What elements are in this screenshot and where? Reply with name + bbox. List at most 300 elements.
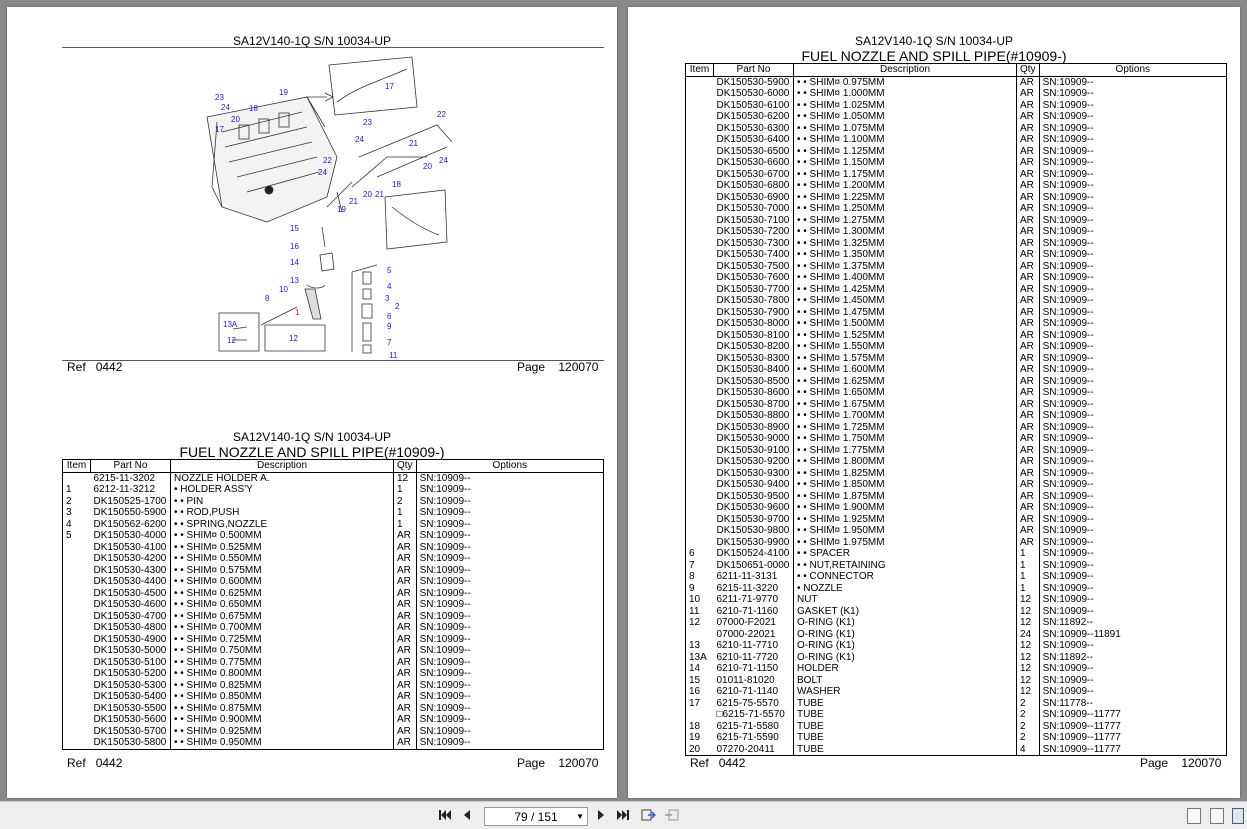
table-row <box>686 445 1227 457</box>
table-row <box>686 491 1227 503</box>
item-cell: 6 <box>686 548 714 560</box>
qty-cell: AR <box>1017 364 1040 376</box>
callout-label: 20 <box>423 162 432 171</box>
description-cell: • • SHIM¤ 1.750MM <box>794 433 1017 445</box>
description-cell: • • SHIM¤ 1.650MM <box>794 387 1017 399</box>
options-cell: SN:10909-- <box>1039 537 1226 549</box>
options-cell: SN:10909-- <box>416 472 603 484</box>
options-cell: SN:11892-- <box>1039 617 1226 629</box>
options-cell: SN:10909-- <box>416 576 603 588</box>
item-cell <box>63 726 91 738</box>
options-cell: SN:10909-- <box>1039 341 1226 353</box>
callout-label: 8 <box>265 294 270 303</box>
options-cell: SN:11892-- <box>1039 652 1226 664</box>
description-cell: • NOZZLE <box>794 583 1017 595</box>
qty-cell: AR <box>394 542 417 554</box>
table-row <box>686 721 1227 733</box>
item-cell <box>686 468 714 480</box>
item-cell <box>63 553 91 565</box>
part-no-cell: DK150530-4600 <box>93 599 167 610</box>
callout-label: 24 <box>318 168 327 177</box>
callout-label: 24 <box>355 135 364 144</box>
item-cell: 13A <box>686 652 714 664</box>
options-cell: SN:10909-- <box>416 553 603 565</box>
item-cell <box>63 576 91 588</box>
callout-label: 20 <box>231 115 240 124</box>
callout-label: 16 <box>290 242 299 251</box>
table-row <box>686 330 1227 342</box>
description-cell: • • SHIM¤ 1.975MM <box>794 537 1017 549</box>
qty-cell: AR <box>1017 76 1040 88</box>
callout-label: 21 <box>349 197 358 206</box>
description-cell: • • SHIM¤ 1.050MM <box>794 111 1017 123</box>
qty-cell: AR <box>394 588 417 600</box>
table-row <box>63 622 604 634</box>
left-page <box>7 7 617 798</box>
part-no-cell: DK150530-5300 <box>93 679 167 691</box>
callout-label: 20 <box>363 190 372 199</box>
qty-cell: 2 <box>1017 698 1040 710</box>
description-cell: • • NUT,RETAINING <box>794 560 1017 572</box>
qty-cell: AR <box>394 634 417 646</box>
description-cell: • • SHIM¤ 1.525MM <box>794 330 1017 342</box>
options-cell: SN:10909-- <box>416 484 603 496</box>
description-cell: • • SHIM¤ 1.300MM <box>794 226 1017 238</box>
part-no-cell: DK150525-1700 <box>93 495 167 507</box>
table-row <box>686 88 1227 100</box>
description-cell: • • SHIM¤ 0.550MM <box>171 553 394 565</box>
table-row <box>686 387 1227 399</box>
table-row <box>686 353 1227 365</box>
options-cell: SN:10909-- <box>1039 410 1226 422</box>
ref-footer <box>67 360 122 374</box>
part-no-cell: DK150530-9300 <box>716 467 790 479</box>
qty-cell: AR <box>1017 238 1040 250</box>
table-row <box>686 514 1227 526</box>
item-cell: 12 <box>686 617 714 629</box>
qty-cell: AR <box>394 668 417 680</box>
item-cell: 14 <box>686 663 714 675</box>
callout-label: 13A <box>223 320 238 329</box>
table-row <box>63 576 604 588</box>
description-cell: O-RING (K1) <box>794 629 1017 641</box>
callout-label: 18 <box>249 104 258 113</box>
description-cell: • • SHIM¤ 1.575MM <box>794 353 1017 365</box>
options-cell: SN:10909-- <box>1039 261 1226 273</box>
part-no-cell: DK150530-8700 <box>716 398 790 410</box>
table-row <box>686 169 1227 181</box>
item-cell <box>686 353 714 365</box>
item-cell <box>686 146 714 158</box>
item-cell <box>686 203 714 215</box>
description-cell: • • SHIM¤ 0.775MM <box>171 657 394 669</box>
options-cell: SN:10909-- <box>416 657 603 669</box>
page-number-input[interactable] <box>484 807 588 826</box>
table-row <box>686 502 1227 514</box>
description-cell: • • SHIM¤ 1.275MM <box>794 215 1017 227</box>
description-cell: • • PIN <box>171 496 394 508</box>
table-row <box>686 238 1227 250</box>
options-cell: SN:10909-- <box>1039 330 1226 342</box>
first-page-icon[interactable] <box>436 806 454 824</box>
options-cell: SN:10909-- <box>1039 560 1226 572</box>
description-cell: • • SHIM¤ 0.875MM <box>171 703 394 715</box>
description-cell: • • SHIM¤ 0.575MM <box>171 565 394 577</box>
part-no-cell: 07270-20411 <box>714 744 794 756</box>
item-cell <box>686 272 714 284</box>
part-no-cell: DK150530-8600 <box>716 387 790 398</box>
item-cell: 4 <box>63 519 91 531</box>
qty-cell: AR <box>394 565 417 577</box>
table-row <box>63 703 604 715</box>
qty-cell: AR <box>1017 111 1040 123</box>
part-no-cell: DK150530-4800 <box>93 622 167 633</box>
table-row <box>63 634 604 646</box>
options-cell: SN:10909-- <box>1039 606 1226 618</box>
description-cell: • • SHIM¤ 1.375MM <box>794 261 1017 273</box>
table-row <box>686 617 1227 629</box>
next-page-icon[interactable] <box>594 806 608 824</box>
part-no-cell: DK150530-9700 <box>716 513 790 525</box>
item-cell: 18 <box>686 721 714 733</box>
part-no-cell: 07000-F2021 <box>716 617 776 628</box>
part-no-cell: DK150530-9000 <box>716 433 790 444</box>
description-cell: • • SHIM¤ 1.400MM <box>794 272 1017 284</box>
description-cell: • • SHIM¤ 0.825MM <box>171 680 394 692</box>
callout-label: 15 <box>290 224 299 233</box>
options-cell: SN:10909-- <box>1039 399 1226 411</box>
item-cell <box>686 502 714 514</box>
table-row <box>686 548 1227 560</box>
item-cell <box>686 330 714 342</box>
part-no-cell: DK150530-8800 <box>716 410 790 421</box>
part-no-cell: 6210-71-1140 <box>716 686 779 697</box>
part-no-cell: DK150530-6700 <box>716 168 790 180</box>
callout-label: 17 <box>385 82 394 91</box>
part-no-cell: DK150530-4200 <box>93 553 167 564</box>
table-row <box>686 698 1227 710</box>
qty-cell: 1 <box>1017 548 1040 560</box>
description-cell: • • ROD,PUSH <box>171 507 394 519</box>
part-no-cell: DK150530-4500 <box>93 587 167 599</box>
part-no-cell: DK150530-8200 <box>716 341 790 352</box>
part-no-cell: DK150530-7500 <box>716 260 790 272</box>
qty-cell: AR <box>1017 537 1040 549</box>
parts-table <box>685 63 1227 756</box>
col-partno-header: Part No <box>714 64 794 77</box>
description-cell: • • SHIM¤ 0.950MM <box>171 737 394 749</box>
table-row <box>686 100 1227 112</box>
table-row <box>63 519 604 531</box>
page-footer <box>1140 756 1221 770</box>
description-cell: TUBE <box>794 721 1017 733</box>
item-cell <box>686 192 714 204</box>
qty-cell: AR <box>394 553 417 565</box>
options-cell: SN:10909-- <box>1039 686 1226 698</box>
item-cell <box>686 295 714 307</box>
table-row <box>63 565 604 577</box>
item-cell <box>63 472 91 484</box>
description-cell: • • SHIM¤ 1.075MM <box>794 123 1017 135</box>
part-no-cell: DK150530-4000 <box>93 530 167 541</box>
description-cell: • • SHIM¤ 1.850MM <box>794 479 1017 491</box>
qty-cell: AR <box>394 703 417 715</box>
part-no-cell: DK150550-5900 <box>93 507 167 518</box>
options-cell: SN:10909-- <box>1039 387 1226 399</box>
qty-cell: AR <box>1017 215 1040 227</box>
table-row <box>686 652 1227 664</box>
description-cell: • • SHIM¤ 1.150MM <box>794 157 1017 169</box>
table-row <box>686 629 1227 641</box>
qty-cell: AR <box>1017 226 1040 238</box>
item-cell: 9 <box>686 583 714 595</box>
part-no-cell: DK150530-5000 <box>93 645 167 656</box>
item-cell: 20 <box>686 744 714 756</box>
description-cell: • • SHIM¤ 1.775MM <box>794 445 1017 457</box>
item-cell: 8 <box>686 571 714 583</box>
item-cell <box>686 445 714 457</box>
qty-cell: AR <box>1017 399 1040 411</box>
go-back-icon[interactable] <box>640 806 656 824</box>
table-row <box>63 737 604 749</box>
options-cell: SN:10909-- <box>1039 307 1226 319</box>
part-no-cell: DK150530-6300 <box>716 122 790 134</box>
part-no-cell: DK150530-8100 <box>716 329 790 341</box>
qty-cell: AR <box>1017 502 1040 514</box>
qty-cell: AR <box>1017 169 1040 181</box>
description-cell: • • SHIM¤ 1.475MM <box>794 307 1017 319</box>
callout-label: 19 <box>279 88 288 97</box>
item-cell: 15 <box>686 675 714 687</box>
options-cell: SN:10909-- <box>416 588 603 600</box>
qty-cell: AR <box>1017 180 1040 192</box>
callout-label: 22 <box>437 110 446 119</box>
item-cell <box>686 491 714 503</box>
table-row <box>686 111 1227 123</box>
part-no-cell: DK150530-6800 <box>716 180 790 191</box>
options-cell: SN:10909-- <box>1039 445 1226 457</box>
item-cell <box>686 318 714 330</box>
table-row <box>686 663 1227 675</box>
ref-value: 0442 <box>718 756 746 770</box>
options-cell: SN:10909--11777 <box>1039 732 1226 744</box>
table-row <box>63 542 604 554</box>
callout-label: 7 <box>387 338 392 347</box>
page-value: 120070 <box>558 756 599 770</box>
qty-cell: AR <box>1017 410 1040 422</box>
page-label: Page <box>517 756 546 770</box>
qty-cell: AR <box>1017 100 1040 112</box>
ref-value: 0442 <box>95 756 123 770</box>
item-cell <box>686 180 714 192</box>
table-row <box>63 496 604 508</box>
item-cell: 11 <box>686 606 714 618</box>
ref-value: 0442 <box>95 360 123 374</box>
callout-label: 19 <box>337 205 346 214</box>
page-label: Page <box>1140 756 1169 770</box>
options-cell: SN:10909-- <box>1039 88 1226 100</box>
options-cell: SN:10909-- <box>1039 318 1226 330</box>
item-cell <box>63 645 91 657</box>
table-row <box>686 537 1227 549</box>
page-value: 120070 <box>558 360 599 374</box>
ref-label: Ref <box>67 360 86 374</box>
col-options-header: Options <box>1039 64 1226 77</box>
prev-page-icon[interactable] <box>460 806 474 824</box>
part-no-cell: □6215-71-5570 <box>716 709 785 720</box>
part-no-cell: DK150530-6200 <box>716 111 790 122</box>
col-partno-header: Part No <box>91 460 171 473</box>
part-no-cell: 6210-11-7720 <box>716 651 779 663</box>
item-cell <box>686 387 714 399</box>
options-cell: SN:10909-- <box>1039 272 1226 284</box>
single-page-view-icon[interactable] <box>1187 808 1201 824</box>
qty-cell: AR <box>1017 341 1040 353</box>
qty-cell: 12 <box>1017 663 1040 675</box>
callout-label: 24 <box>439 156 448 165</box>
description-cell: • • SHIM¤ 0.900MM <box>171 714 394 726</box>
callout-label: 11 <box>389 351 398 360</box>
table-row <box>686 399 1227 411</box>
page-value: 120070 <box>1181 756 1222 770</box>
options-cell: SN:10909-- <box>416 507 603 519</box>
part-no-cell: DK150530-7700 <box>716 283 790 295</box>
part-no-cell: DK150530-8400 <box>716 364 790 375</box>
description-cell: • • SHIM¤ 1.700MM <box>794 410 1017 422</box>
bottom-sheet-title: SA12V140-1Q S/N 10034-UP <box>232 430 392 444</box>
table-row <box>686 433 1227 445</box>
qty-cell: AR <box>1017 376 1040 388</box>
item-cell: 2 <box>63 496 91 508</box>
options-cell: SN:10909--11777 <box>1039 709 1226 721</box>
description-cell: • • SHIM¤ 0.850MM <box>171 691 394 703</box>
options-cell: SN:10909-- <box>1039 514 1226 526</box>
description-cell: • • SPRING,NOZZLE <box>171 519 394 531</box>
table-row <box>63 691 604 703</box>
item-cell <box>686 479 714 491</box>
description-cell: • • SHIM¤ 1.000MM <box>794 88 1017 100</box>
part-no-cell: 6215-71-5590 <box>716 732 779 743</box>
last-page-icon[interactable] <box>614 806 632 824</box>
description-cell: • • SHIM¤ 0.525MM <box>171 542 394 554</box>
chevron-down-icon[interactable]: ▼ <box>576 812 584 821</box>
right-page <box>628 7 1240 798</box>
part-no-cell: DK150530-5400 <box>93 691 167 702</box>
part-no-cell: DK150530-7000 <box>716 203 790 214</box>
item-cell <box>63 634 91 646</box>
options-cell: SN:10909-- <box>416 680 603 692</box>
qty-cell: AR <box>1017 192 1040 204</box>
callout-label: 9 <box>387 322 392 331</box>
item-cell <box>686 226 714 238</box>
description-cell: NUT <box>794 594 1017 606</box>
qty-cell: AR <box>1017 514 1040 526</box>
part-no-cell: DK150530-6000 <box>716 88 790 99</box>
go-forward-icon[interactable] <box>664 806 680 824</box>
table-row <box>686 261 1227 273</box>
item-cell <box>63 737 91 749</box>
qty-cell: 1 <box>394 507 417 519</box>
description-cell: • • SHIM¤ 0.500MM <box>171 530 394 542</box>
table-row <box>686 468 1227 480</box>
options-cell: SN:10909-- <box>1039 583 1226 595</box>
col-qty-header: Qty <box>1017 64 1040 77</box>
table-row <box>686 709 1227 721</box>
table-row <box>686 157 1227 169</box>
description-cell: • • SHIM¤ 1.900MM <box>794 502 1017 514</box>
part-no-cell: DK150530-6400 <box>716 134 790 145</box>
table-row <box>686 226 1227 238</box>
options-cell: SN:10909-- <box>1039 295 1226 307</box>
options-cell: SN:10909-- <box>1039 422 1226 434</box>
options-cell: SN:10909-- <box>416 634 603 646</box>
table-row <box>686 606 1227 618</box>
qty-cell: 1 <box>394 519 417 531</box>
col-item-header: Item <box>63 460 91 473</box>
options-cell: SN:10909-- <box>416 611 603 623</box>
item-cell: 19 <box>686 732 714 744</box>
description-cell: • • SHIM¤ 1.825MM <box>794 468 1017 480</box>
table-row <box>686 422 1227 434</box>
description-cell: • • SHIM¤ 0.800MM <box>171 668 394 680</box>
facing-pages-view-icon[interactable] <box>1232 808 1244 824</box>
options-cell: SN:11778-- <box>1039 698 1226 710</box>
callout-label: 14 <box>290 258 299 267</box>
item-cell <box>686 514 714 526</box>
item-cell <box>686 157 714 169</box>
item-cell: 1 <box>63 484 91 496</box>
description-cell: O-RING (K1) <box>794 652 1017 664</box>
description-cell: TUBE <box>794 732 1017 744</box>
qty-cell: 24 <box>1017 629 1040 641</box>
qty-cell: AR <box>1017 146 1040 158</box>
part-no-cell: 6211-71-9770 <box>716 594 779 605</box>
part-no-cell: DK150530-9600 <box>716 502 790 513</box>
options-cell: SN:10909-- <box>1039 468 1226 480</box>
table-row <box>63 484 604 496</box>
part-no-cell: DK150530-5700 <box>93 725 167 737</box>
callout-label: 1 <box>295 308 300 317</box>
qty-cell: 12 <box>1017 686 1040 698</box>
table-row <box>63 726 604 738</box>
table-row <box>686 732 1227 744</box>
options-cell: SN:10909--11891 <box>1039 629 1226 641</box>
options-cell: SN:10909-- <box>1039 169 1226 181</box>
options-cell: SN:10909-- <box>1039 364 1226 376</box>
description-cell: • • SPACER <box>794 548 1017 560</box>
table-row <box>686 525 1227 537</box>
options-cell: SN:10909-- <box>1039 479 1226 491</box>
col-qty-header: Qty <box>394 460 417 473</box>
item-cell <box>686 238 714 250</box>
item-cell <box>63 588 91 600</box>
table-row <box>686 376 1227 388</box>
part-no-cell: DK150530-7600 <box>716 272 790 283</box>
callout-label: 17 <box>215 125 224 134</box>
options-cell: SN:10909-- <box>416 703 603 715</box>
options-cell: SN:10909-- <box>1039 502 1226 514</box>
table-row <box>63 657 604 669</box>
callout-label: 6 <box>387 312 392 321</box>
part-no-cell: DK150530-7400 <box>716 249 790 260</box>
item-cell <box>63 599 91 611</box>
qty-cell: AR <box>394 622 417 634</box>
table-row <box>686 76 1227 88</box>
continuous-view-icon[interactable] <box>1210 808 1224 824</box>
table-row <box>686 560 1227 572</box>
table-row <box>63 472 604 484</box>
table-row <box>686 295 1227 307</box>
